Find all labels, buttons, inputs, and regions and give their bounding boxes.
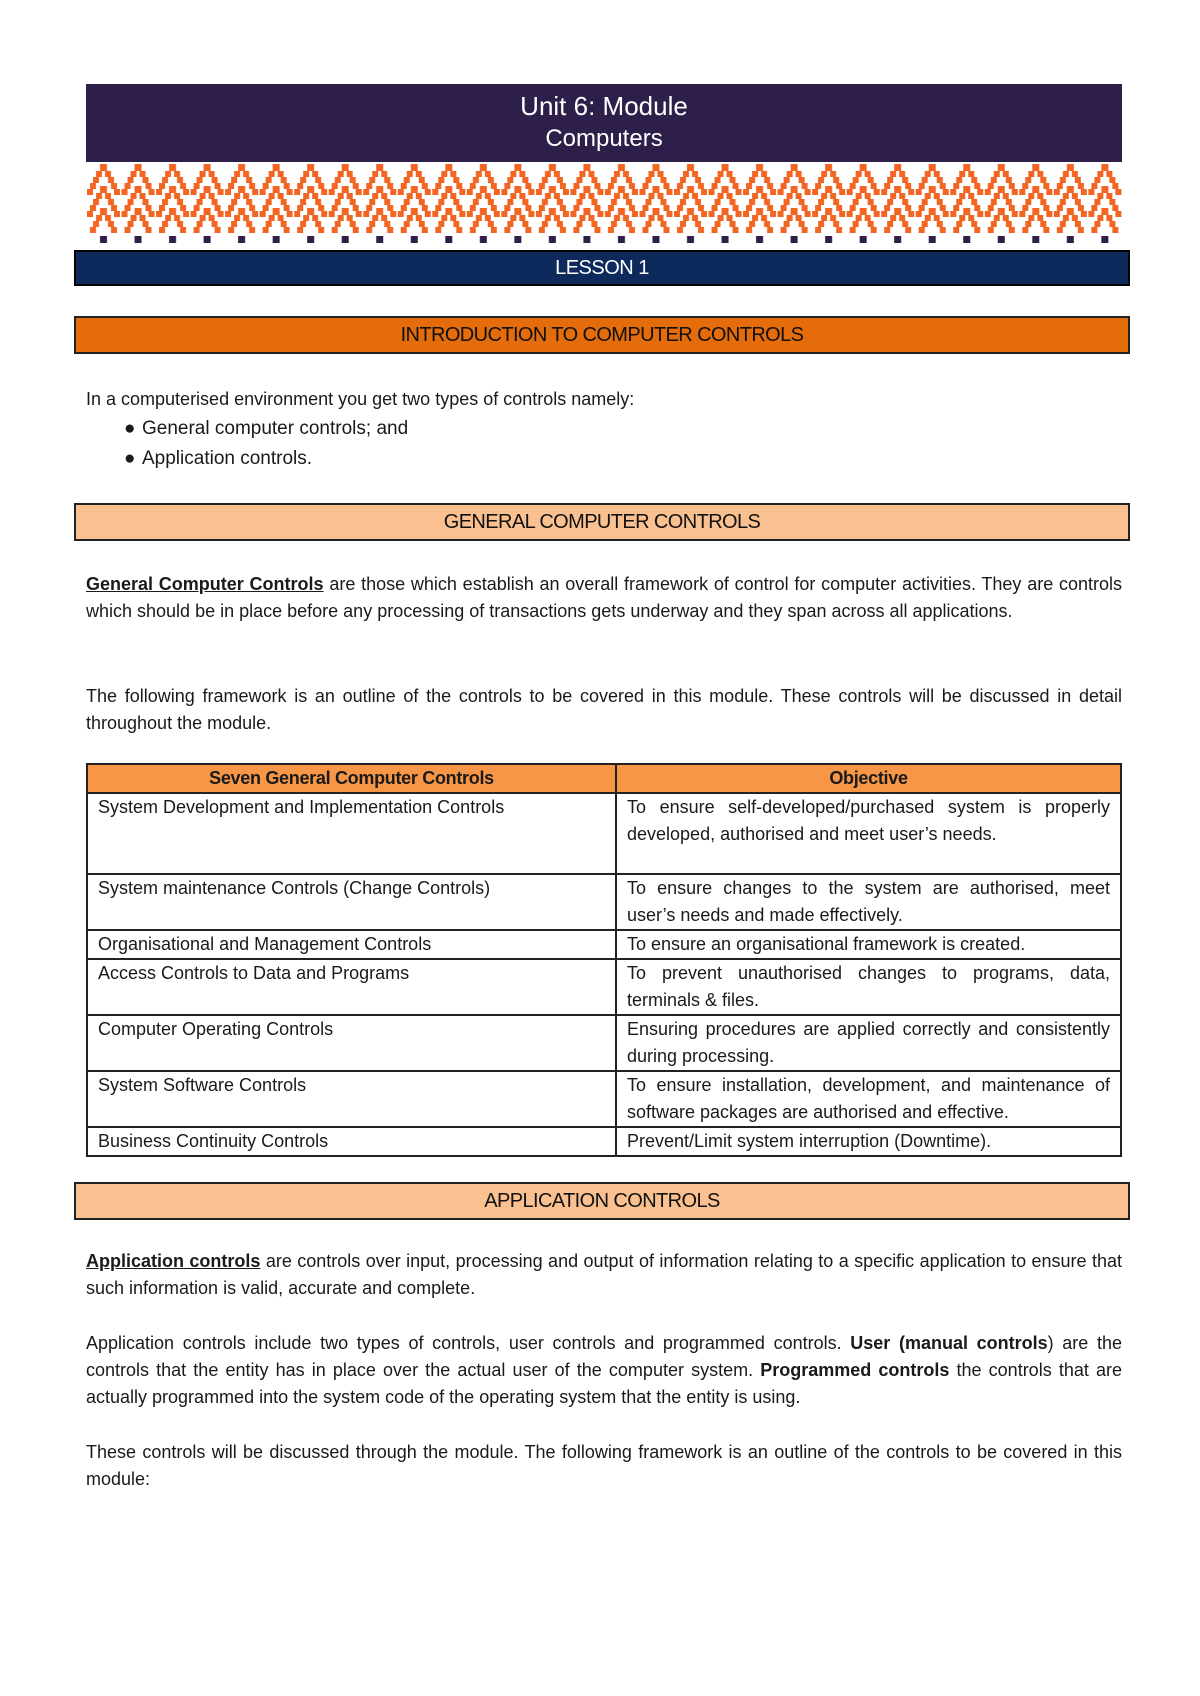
control-objective: To ensure an organisational framework is created. xyxy=(616,930,1121,959)
bullet-icon: ● xyxy=(124,448,136,469)
general-term: General Computer Controls xyxy=(86,574,324,594)
table-row xyxy=(87,1071,1121,1127)
control-objective: To ensure self-developed/purchased system is properly developed, authorised and meet user’s needs. xyxy=(616,793,1121,874)
general-paragraph-2: The following framework is an outline of the controls to be covered in this module. These controls will be discussed in detail throughout the module. xyxy=(86,686,1122,733)
application-paragraph-3: These controls will be discussed through the module. The following framework is an outline of the controls to be covered in this module: xyxy=(86,1442,1122,1489)
table-row xyxy=(87,930,1121,959)
control-name: Organisational and Management Controls xyxy=(87,930,616,959)
general-controls-table xyxy=(86,763,1122,1157)
control-objective: To ensure changes to the system are authorised, meet user’s needs and made effectively. xyxy=(616,874,1121,930)
list-item: ● General computer controls; and xyxy=(124,414,924,444)
control-name: Business Continuity Controls xyxy=(87,1127,616,1156)
application-paragraph-1: Application controls are controls over input, processing and output of information relating to a specific application to ensure that such information is valid, accurate and complete. xyxy=(86,1251,1122,1298)
programmed-controls-term: Programmed controls xyxy=(760,1360,950,1380)
table-row xyxy=(87,793,1121,874)
unit-title: Unit 6: Module xyxy=(520,91,688,121)
unit-subtitle: Computers xyxy=(545,125,663,152)
application-term: Application controls xyxy=(86,1251,261,1271)
control-objective: To prevent unauthorised changes to programs, data, terminals & files. xyxy=(616,959,1121,1015)
intro-heading: INTRODUCTION TO COMPUTER CONTROLS xyxy=(74,316,1130,354)
column-header: Objective xyxy=(616,764,1121,793)
table-row xyxy=(87,874,1121,930)
control-objective: Prevent/Limit system interruption (Downtime). xyxy=(616,1127,1121,1156)
bullet-icon: ● xyxy=(124,418,136,439)
table-row xyxy=(87,1015,1121,1071)
table-header-row xyxy=(87,764,1121,793)
application-heading: APPLICATION CONTROLS xyxy=(74,1182,1130,1220)
general-paragraph-1: General Computer Controls are those which establish an overall framework of control for computer activities. They are controls which should be in place before any processing of transactions gets underway and they span across all applications. xyxy=(86,574,1122,621)
table-row xyxy=(87,1127,1121,1156)
column-header: Seven General Computer Controls xyxy=(87,764,616,793)
table-row xyxy=(87,959,1121,1015)
control-name: System Development and Implementation Controls xyxy=(87,793,616,874)
control-name: System Software Controls xyxy=(87,1071,616,1127)
decorative-zigzag-pattern xyxy=(86,162,1122,246)
intro-lead: In a computerised environment you get two types of controls namely: xyxy=(86,389,635,409)
control-name: System maintenance Controls (Change Controls) xyxy=(87,874,616,930)
control-name: Computer Operating Controls xyxy=(87,1015,616,1071)
control-objective: To ensure installation, development, and maintenance of software packages are authorised and effective. xyxy=(616,1071,1121,1127)
lesson-label: LESSON 1 xyxy=(74,250,1130,286)
application-paragraph-2: Application controls include two types of controls, user controls and programmed controls. User (manual controls) are the controls that the entity has in place over the actual user of the computer system. Programmed controls the controls that are actually programmed into the system code of the operating system that the entity is using. xyxy=(86,1333,1122,1407)
list-item: ● Application controls. xyxy=(124,444,924,474)
unit-title-banner xyxy=(86,84,1122,162)
user-controls-term: User (manual controls xyxy=(850,1333,1048,1353)
intro-bullet-list xyxy=(124,414,924,474)
control-objective: Ensuring procedures are applied correctly and consistently during processing. xyxy=(616,1015,1121,1071)
control-name: Access Controls to Data and Programs xyxy=(87,959,616,1015)
general-heading: GENERAL COMPUTER CONTROLS xyxy=(74,503,1130,541)
